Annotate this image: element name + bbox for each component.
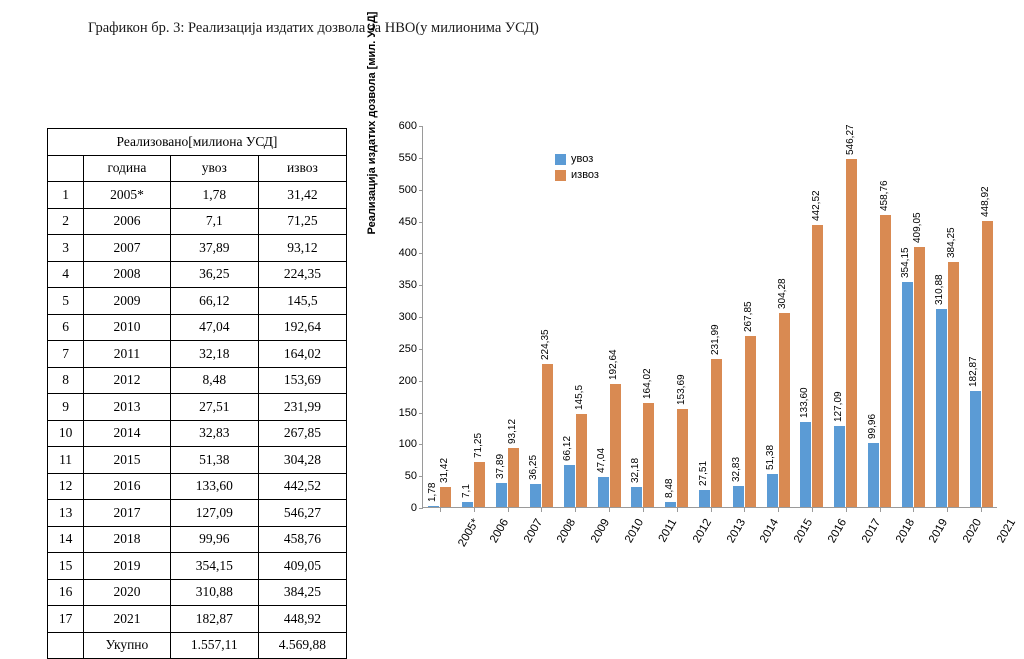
bar-value-label: 99,96 xyxy=(866,414,878,440)
table-cell: 153,69 xyxy=(258,367,346,394)
table-total-cell: 1.557,11 xyxy=(170,632,258,659)
x-axis-tick-mark xyxy=(677,508,678,512)
bar-value-label: 546,27 xyxy=(844,124,856,156)
bar-import xyxy=(697,460,710,508)
table-cell: 31,42 xyxy=(258,182,346,209)
x-axis-tick-mark xyxy=(913,508,914,512)
table-cell: 409,05 xyxy=(258,553,346,580)
table-cell: 1,78 xyxy=(170,182,258,209)
x-axis-tick-mark xyxy=(711,508,712,512)
x-axis-tick-mark xyxy=(778,508,779,512)
bar-value-label: 51,38 xyxy=(765,445,777,471)
bar-value-label: 66,12 xyxy=(562,435,574,461)
table-cell: 66,12 xyxy=(170,288,258,315)
bar-value-label: 224,35 xyxy=(540,329,552,361)
bar-value-label: 192,64 xyxy=(608,349,620,381)
x-axis-tick-label: 2013 xyxy=(724,516,748,546)
bar-value-label: 127,09 xyxy=(832,391,844,423)
table-cell: 2009 xyxy=(84,288,171,315)
y-axis-tick-label: 300 xyxy=(398,311,417,323)
bar-import xyxy=(968,355,981,507)
bar-export xyxy=(472,432,485,507)
bar-export xyxy=(574,385,587,507)
table-cell: 27,51 xyxy=(170,394,258,421)
bar-export xyxy=(675,374,688,507)
table-row xyxy=(48,261,347,288)
bar-import xyxy=(629,457,642,507)
table-cell: 2 xyxy=(48,208,84,235)
bar-value-label: 93,12 xyxy=(506,418,518,444)
y-axis-tick-label: 550 xyxy=(398,151,417,164)
table-cell: 11 xyxy=(48,447,84,474)
bar-value-label: 409,05 xyxy=(912,211,924,243)
bar-value-label: 442,52 xyxy=(810,190,822,222)
x-axis-tick-mark xyxy=(846,508,847,512)
legend-color-swatch xyxy=(555,154,566,165)
bar-import xyxy=(562,435,575,507)
x-axis-tick-label: 2016 xyxy=(825,516,850,546)
table-cell: 442,52 xyxy=(258,473,346,500)
bar-import xyxy=(596,448,609,507)
table-cell: 310,88 xyxy=(170,579,258,606)
bar-value-label: 7,1 xyxy=(460,484,472,499)
x-axis-tick-label: 2019 xyxy=(927,516,951,546)
x-axis-tick-mark xyxy=(508,508,509,512)
table-row xyxy=(48,606,347,633)
table-total-cell xyxy=(48,632,84,659)
y-axis-tick-mark xyxy=(419,508,423,509)
table-row xyxy=(48,420,347,447)
table-cell: 32,18 xyxy=(170,341,258,368)
bar-value-label: 182,87 xyxy=(968,355,980,387)
bar-export xyxy=(946,227,959,507)
table-cell: 47,04 xyxy=(170,314,258,341)
bar-export xyxy=(878,180,891,507)
table-cell: 93,12 xyxy=(258,235,346,262)
table-cell: 2010 xyxy=(84,314,171,341)
x-axis-tick-label: 2008 xyxy=(555,516,579,546)
table-cell: 224,35 xyxy=(258,261,346,288)
bar-value-label: 384,25 xyxy=(946,227,958,259)
table-cell: 51,38 xyxy=(170,447,258,474)
table-row xyxy=(48,579,347,606)
y-axis-tick-label: 450 xyxy=(398,215,417,228)
table-header-cell: увоз xyxy=(170,155,258,182)
bar-value-label: 36,25 xyxy=(528,454,540,480)
table-cell: 354,15 xyxy=(170,553,258,580)
bar-chart xyxy=(366,11,1019,618)
table-cell: 458,76 xyxy=(258,526,346,553)
table-cell: 8,48 xyxy=(170,367,258,394)
bar-value-label: 1,78 xyxy=(426,482,438,502)
table-row xyxy=(48,526,347,553)
table-cell: 448,92 xyxy=(258,606,346,633)
bar-import xyxy=(426,482,439,507)
table-cell: 2011 xyxy=(84,341,171,368)
table-cell: 7 xyxy=(48,341,84,368)
table-cell: 36,25 xyxy=(170,261,258,288)
x-axis-tick-label: 2010 xyxy=(623,516,647,546)
table-row xyxy=(48,553,347,580)
y-axis-tick-label: 50 xyxy=(404,470,417,483)
table-cell: 14 xyxy=(48,526,84,553)
y-axis-tick-mark xyxy=(419,158,423,159)
table-row xyxy=(48,288,347,315)
bar-import xyxy=(832,391,845,507)
y-axis-tick-label: 400 xyxy=(398,247,417,260)
table-cell: 192,64 xyxy=(258,314,346,341)
table-cell: 2006 xyxy=(84,208,171,235)
bar-export xyxy=(844,124,857,507)
table-row xyxy=(48,341,347,368)
y-axis-tick-mark xyxy=(419,444,423,445)
table-cell: 2020 xyxy=(84,579,171,606)
table-cell: 2007 xyxy=(84,235,171,262)
x-axis-tick-mark xyxy=(643,508,644,512)
table-cell: 133,60 xyxy=(170,473,258,500)
bar-import xyxy=(765,445,778,507)
table-cell: 32,83 xyxy=(170,420,258,447)
y-axis-tick-mark xyxy=(419,222,423,223)
legend-item[interactable] xyxy=(555,169,599,181)
table-cell: 384,25 xyxy=(258,579,346,606)
x-axis-tick-label: 2020 xyxy=(961,516,985,546)
y-axis-tick-mark xyxy=(419,317,423,318)
table-cell: 304,28 xyxy=(258,447,346,474)
table-cell: 37,89 xyxy=(170,235,258,262)
y-axis-tick-mark xyxy=(419,381,423,382)
table-row xyxy=(48,314,347,341)
y-axis-tick-mark xyxy=(419,190,423,191)
table-cell: 164,02 xyxy=(258,341,346,368)
table-row xyxy=(48,500,347,527)
y-axis-tick-mark xyxy=(419,349,423,350)
x-axis-tick-label: 2021 xyxy=(995,516,1019,546)
table-row xyxy=(48,447,347,474)
x-axis-tick-label: 2009 xyxy=(589,516,613,546)
realization-table xyxy=(47,128,347,659)
y-axis-tick-mark xyxy=(419,285,423,286)
table-cell: 13 xyxy=(48,500,84,527)
bar-value-label: 27,51 xyxy=(697,460,709,486)
table-cell: 5 xyxy=(48,288,84,315)
bar-value-label: 231,99 xyxy=(709,324,721,356)
table-header-row xyxy=(48,155,347,182)
y-axis-title: Реализација издатих дозвола [мил. УСД] xyxy=(366,11,378,235)
table-cell: 2016 xyxy=(84,473,171,500)
bar-value-label: 71,25 xyxy=(472,432,484,458)
bar-export xyxy=(709,324,722,507)
table-cell: 267,85 xyxy=(258,420,346,447)
figure-caption: Графикон бр. 3: Реализација издатих дозвола за НВО(у милионима УСД) xyxy=(88,20,539,36)
x-axis-tick-mark xyxy=(880,508,881,512)
table-cell: 99,96 xyxy=(170,526,258,553)
table-cell: 17 xyxy=(48,606,84,633)
bar-value-label: 267,85 xyxy=(743,301,755,333)
bar-export xyxy=(777,278,790,507)
x-axis-tick-mark xyxy=(541,508,542,512)
y-axis-tick-mark xyxy=(419,253,423,254)
table-row xyxy=(48,235,347,262)
table-cell: 3 xyxy=(48,235,84,262)
bar-import xyxy=(900,246,913,507)
bar-export xyxy=(980,186,993,507)
y-axis-tick-label: 100 xyxy=(398,438,417,451)
bar-import xyxy=(798,387,811,507)
table-cell: 231,99 xyxy=(258,394,346,421)
bar-export xyxy=(810,190,823,507)
table-cell: 6 xyxy=(48,314,84,341)
table-cell: 10 xyxy=(48,420,84,447)
bar-import xyxy=(528,454,541,507)
table-cell: 145,5 xyxy=(258,288,346,315)
x-axis-tick-label: 2015 xyxy=(792,516,816,546)
bar-value-label: 145,5 xyxy=(574,385,586,411)
table-cell: 2019 xyxy=(84,553,171,580)
bar-value-label: 133,60 xyxy=(798,387,810,418)
table-row xyxy=(48,473,347,500)
bar-value-label: 458,76 xyxy=(878,180,890,211)
table-cell: 2017 xyxy=(84,500,171,527)
table-header-cell xyxy=(48,155,84,182)
table-cell: 2014 xyxy=(84,420,171,447)
x-axis-tick-mark xyxy=(812,508,813,512)
legend-color-swatch xyxy=(555,170,566,181)
table-cell: 71,25 xyxy=(258,208,346,235)
bar-value-label: 304,28 xyxy=(777,278,789,310)
y-axis-tick-mark xyxy=(419,413,423,414)
table-cell: 12 xyxy=(48,473,84,500)
table-cell: 9 xyxy=(48,394,84,421)
bar-export xyxy=(912,211,925,507)
x-axis-tick-label: 2018 xyxy=(893,516,917,546)
bar-import xyxy=(934,274,947,507)
bar-value-label: 164,02 xyxy=(641,367,653,399)
plot-area xyxy=(398,120,1019,549)
table-cell: 1 xyxy=(48,182,84,209)
table-cell: 127,09 xyxy=(170,500,258,527)
x-axis-tick-label: 2014 xyxy=(758,516,782,546)
y-axis-tick-mark xyxy=(419,476,423,477)
bar-value-label: 31,42 xyxy=(438,457,450,483)
x-axis-tick-mark xyxy=(744,508,745,512)
bar-export xyxy=(540,329,553,507)
table-total-cell: 4.569,88 xyxy=(258,632,346,659)
y-axis-tick-label: 0 xyxy=(410,502,417,514)
table-header-cell: година xyxy=(84,155,171,182)
x-axis-tick-mark xyxy=(981,508,982,512)
table-row xyxy=(48,208,347,235)
bar-value-label: 32,18 xyxy=(629,457,641,483)
bar-value-label: 32,83 xyxy=(731,457,743,483)
table-row xyxy=(48,182,347,209)
bar-import xyxy=(731,457,744,507)
bar-export xyxy=(743,301,756,507)
table-title-row xyxy=(48,129,347,156)
table-cell: 8 xyxy=(48,367,84,394)
table-cell: 546,27 xyxy=(258,500,346,527)
table-cell: 182,87 xyxy=(170,606,258,633)
x-axis-tick-label: 2011 xyxy=(656,516,680,545)
bar-import xyxy=(460,484,473,507)
x-axis-tick-label: 2017 xyxy=(859,516,883,546)
table-row xyxy=(48,367,347,394)
x-axis-tick-label: 2006 xyxy=(487,516,511,546)
y-axis-tick-label: 500 xyxy=(398,183,417,196)
chart-legend xyxy=(555,153,599,185)
table-cell: 16 xyxy=(48,579,84,606)
x-axis-tick-mark xyxy=(947,508,948,512)
bar-export xyxy=(506,418,519,507)
table-cell: 2005* xyxy=(84,182,171,209)
table-cell: 2013 xyxy=(84,394,171,421)
x-axis-tick-mark xyxy=(440,508,441,512)
table-cell: 2012 xyxy=(84,367,171,394)
bar-export xyxy=(608,349,621,507)
bar-export xyxy=(438,457,451,507)
bar-value-label: 448,92 xyxy=(980,186,992,218)
x-axis-tick-label: 2007 xyxy=(521,516,545,546)
bar-value-label: 37,89 xyxy=(494,453,506,479)
table-total-cell: Укупно xyxy=(84,632,171,659)
data-table-container xyxy=(47,128,347,659)
table-cell: 7,1 xyxy=(170,208,258,235)
table-cell: 4 xyxy=(48,261,84,288)
bar-value-label: 354,15 xyxy=(900,246,912,278)
bar-value-label: 310,88 xyxy=(934,274,946,306)
y-axis-tick-label: 150 xyxy=(398,406,417,419)
legend-label: извоз xyxy=(571,169,599,181)
table-total-row xyxy=(48,632,347,659)
x-axis-tick-label: 2005* xyxy=(456,516,482,549)
y-axis-tick-mark xyxy=(419,126,423,127)
x-axis-tick-mark xyxy=(474,508,475,512)
table-header-cell: извоз xyxy=(258,155,346,182)
table-cell: 2008 xyxy=(84,261,171,288)
legend-label: увоз xyxy=(571,153,594,165)
y-axis-tick-label: 350 xyxy=(398,279,417,292)
bar-export xyxy=(641,367,654,507)
legend-item[interactable] xyxy=(555,153,599,165)
bar-value-label: 153,69 xyxy=(675,374,687,406)
table-cell: 2021 xyxy=(84,606,171,633)
table-cell: 2015 xyxy=(84,447,171,474)
x-axis-tick-mark xyxy=(575,508,576,512)
table-title: Реализовано[милиона УСД] xyxy=(48,129,347,156)
y-axis-tick-label: 250 xyxy=(398,342,417,355)
bar-import xyxy=(494,453,507,507)
x-axis-tick-label: 2012 xyxy=(690,516,714,546)
y-axis-tick-label: 200 xyxy=(398,374,417,387)
bar-value-label: 8,48 xyxy=(663,478,675,498)
x-axis-tick-mark xyxy=(609,508,610,512)
bar-value-label: 47,04 xyxy=(596,448,608,474)
table-cell: 15 xyxy=(48,553,84,580)
bar-import xyxy=(663,478,676,507)
bar-import xyxy=(866,414,879,507)
y-axis-tick-label: 600 xyxy=(398,120,417,132)
table-row xyxy=(48,394,347,421)
table-cell: 2018 xyxy=(84,526,171,553)
